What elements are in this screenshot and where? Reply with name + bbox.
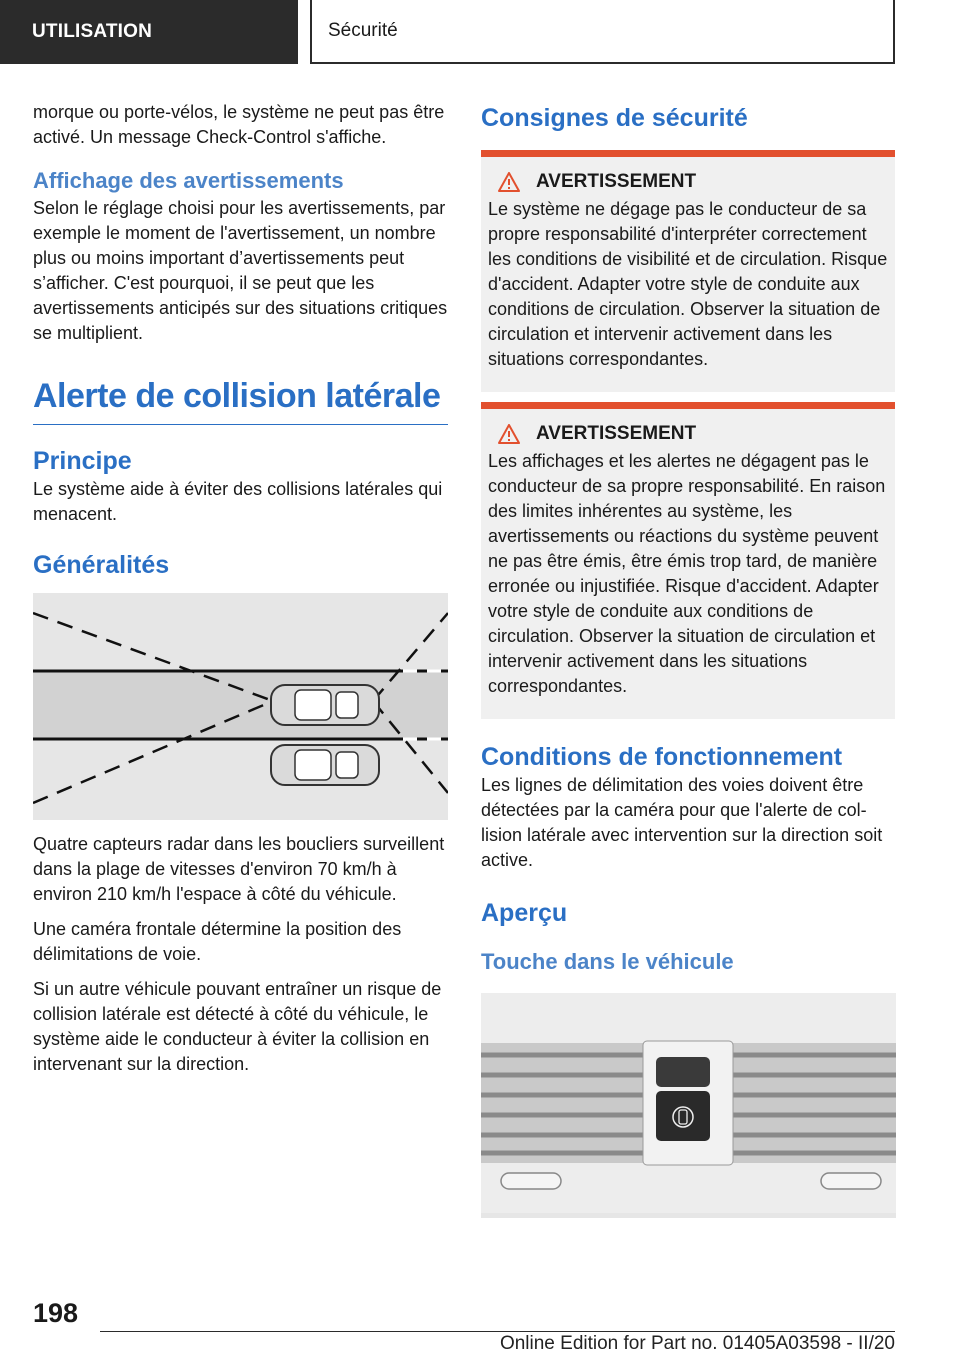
footer-edition: Online Edition for Part no. 01405A03598 - II/20 — [499, 1333, 895, 1354]
left-column — [33, 100, 448, 1077]
car-front — [271, 685, 379, 725]
button-heading: Touche dans le véhicule — [481, 949, 734, 974]
warning-box-2 — [481, 402, 895, 719]
general-paragraph-2: Une caméra frontale détermine la position des délimitations de voie. — [33, 919, 402, 964]
general-paragraph-3: Si un autre véhicule pouvant entraîner un risque de collision latérale est détecté à côté du véhicule, le système aide le conducteur à éviter la collision en intervenant sur la direction. — [33, 979, 442, 1074]
conditions-paragraph: Les lignes de délimitation des voies doivent être détectées par la caméra pour que l'alerte de collision latérale avec intervention sur la direction soit active. — [481, 775, 883, 870]
car-rear — [271, 745, 379, 785]
warning-triangle-icon — [498, 424, 520, 444]
overview-heading: Aperçu — [481, 899, 568, 927]
warning-1-title: AVERTISSEMENT — [536, 171, 697, 192]
subsection-tab — [310, 0, 895, 64]
intro-paragraph: morque ou porte-vélos, le système ne peut pas être activé. Un message Check-Control s'affiche. — [33, 102, 445, 147]
footer-divider — [100, 1331, 895, 1332]
general-heading: Généralités — [33, 551, 170, 579]
display-heading: Affichage des avertissements — [33, 168, 344, 193]
conditions-heading: Conditions de fonctionnement — [481, 743, 843, 771]
safety-heading: Consignes de sécurité — [481, 104, 748, 132]
lane-diagram — [33, 593, 448, 820]
warning-triangle-icon — [498, 172, 520, 192]
general-paragraph-1: Quatre capteurs radar dans les boucliers surveillent dans la plage de vitesses d'environ 70 km/h à environ 210 km/h l'espace à côté du véhicule. — [33, 834, 445, 904]
page-number: 198 — [33, 1298, 79, 1328]
subsection-title: Sécurité — [328, 20, 398, 41]
main-heading: Alerte de collision latérale — [33, 374, 448, 425]
section-tab — [0, 0, 298, 64]
warning-1-text: Le système ne dégage pas le conducteur de sa propre responsabilité d'interpréter correctement les conditions de visibilité et de circulation. Risque d'accident. Adapter votre style de conduite aux conditions de circulation. Observer la situation de circulation et intervenir activement dans les situations correspondantes. — [488, 199, 888, 369]
vent-button-illustration — [481, 993, 896, 1213]
display-paragraph: Selon le réglage choisi pour les avertissements, par exemple le moment de l'avertissement, un nombre plus ou moins important d’avertissements peut s’afficher. C'est pourquoi, il se peut que les avertissements anticipés sur des situations critiques se multiplient. — [33, 198, 448, 343]
principle-heading: Principe — [33, 447, 132, 475]
warning-2-text: Les affichages et les alertes ne dégagent pas le conducteur de sa propre responsabilité. En raison des limites inhérentes au système, les avertissements ou réactions du système peuvent ne pas être émis, être émis trop tard, de manière erronée ou injustifiée. Risque d'accident. Adapter votre style de conduite aux conditions de circulation. Observer la situation de circulation et intervenir activement dans les situations correspondantes. — [488, 451, 886, 696]
section-title: UTILISATION — [32, 21, 153, 42]
right-column — [481, 100, 896, 1218]
warning-box-1 — [481, 150, 895, 392]
button-photo — [481, 993, 896, 1218]
warning-2-title: AVERTISSEMENT — [536, 423, 697, 444]
principle-paragraph: Le système aide à éviter des collisions latérales qui menacent. — [33, 479, 443, 524]
lane-diagram-illustration — [33, 593, 448, 815]
